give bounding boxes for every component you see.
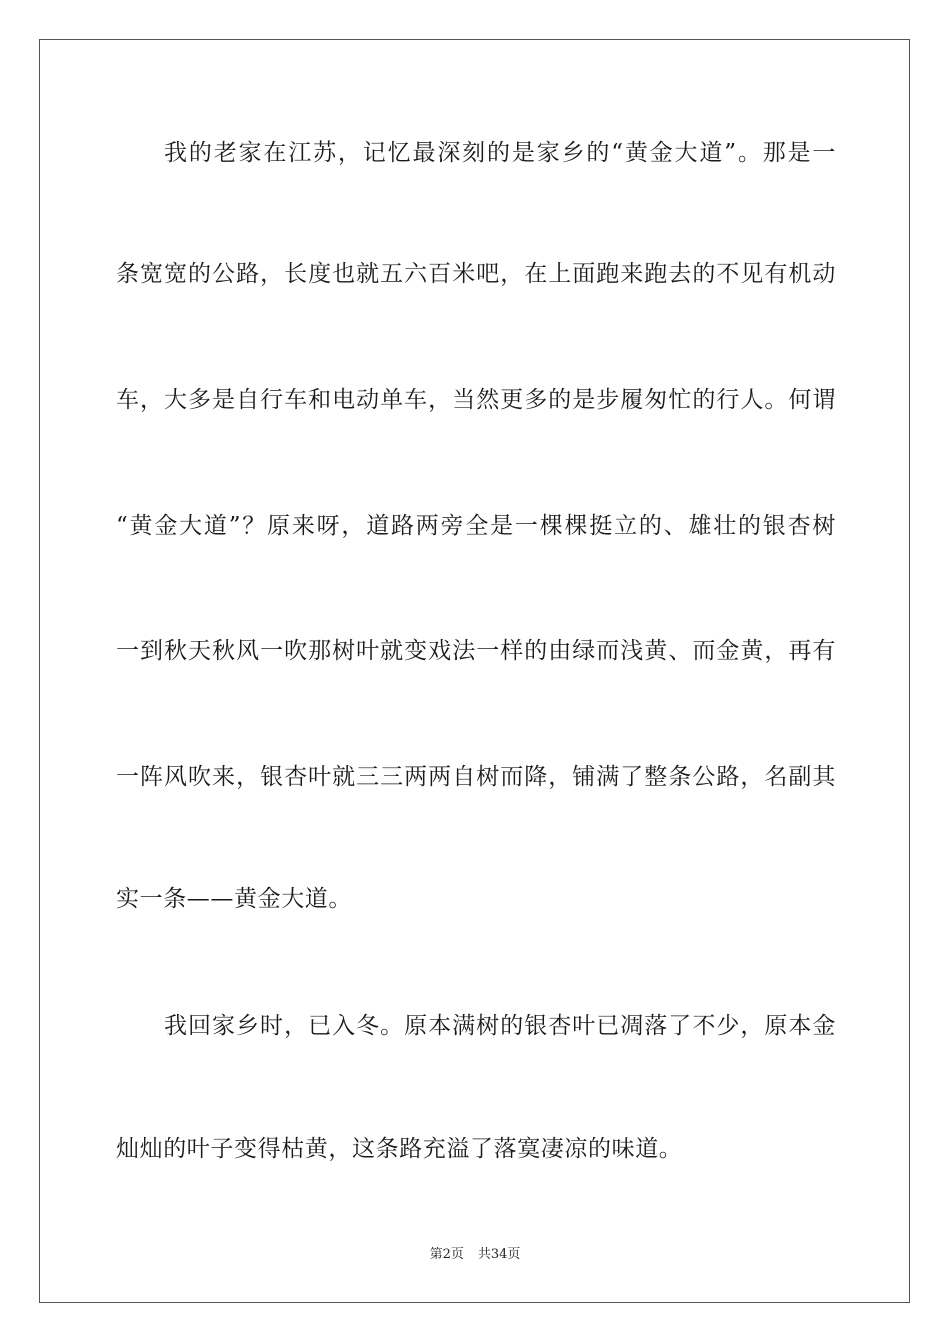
paragraph-1-line-4: “黄金大道”？原来呀，道路两旁全是一棵棵挺立的、雄壮的银杏树	[116, 513, 836, 539]
paragraph-1-line-5: 一到秋天秋风一吹那树叶就变戏法一样的由绿而浅黄、而金黄，再有	[116, 638, 836, 664]
paragraph-1-line-6: 一阵风吹来，银杏叶就三三两两自树而降，铺满了整条公路，名副其	[116, 764, 836, 790]
paragraph-1-line-3: 车，大多是自行车和电动单车，当然更多的是步履匆忙的行人。何谓	[116, 387, 836, 413]
paragraph-1-line-2: 条宽宽的公路，长度也就五六百米吧，在上面跑来跑去的不见有机动	[116, 261, 836, 287]
paragraph-1-line-1: 我的老家在江苏，记忆最深刻的是家乡的“黄金大道”。那是一	[164, 140, 836, 166]
page-number: 第2页	[429, 1247, 464, 1262]
page-border	[39, 39, 910, 1303]
paragraph-2-line-2: 灿灿的叶子变得枯黄，这条路充溢了落寞凄凉的味道。	[116, 1136, 683, 1162]
page-footer	[0, 1246, 950, 1264]
page-total: 共34页	[477, 1247, 521, 1262]
paragraph-2-line-1: 我回家乡时，已入冬。原本满树的银杏叶已凋落了不少，原本金	[164, 1013, 836, 1039]
paragraph-1-line-7: 实一条——黄金大道。	[116, 886, 352, 912]
